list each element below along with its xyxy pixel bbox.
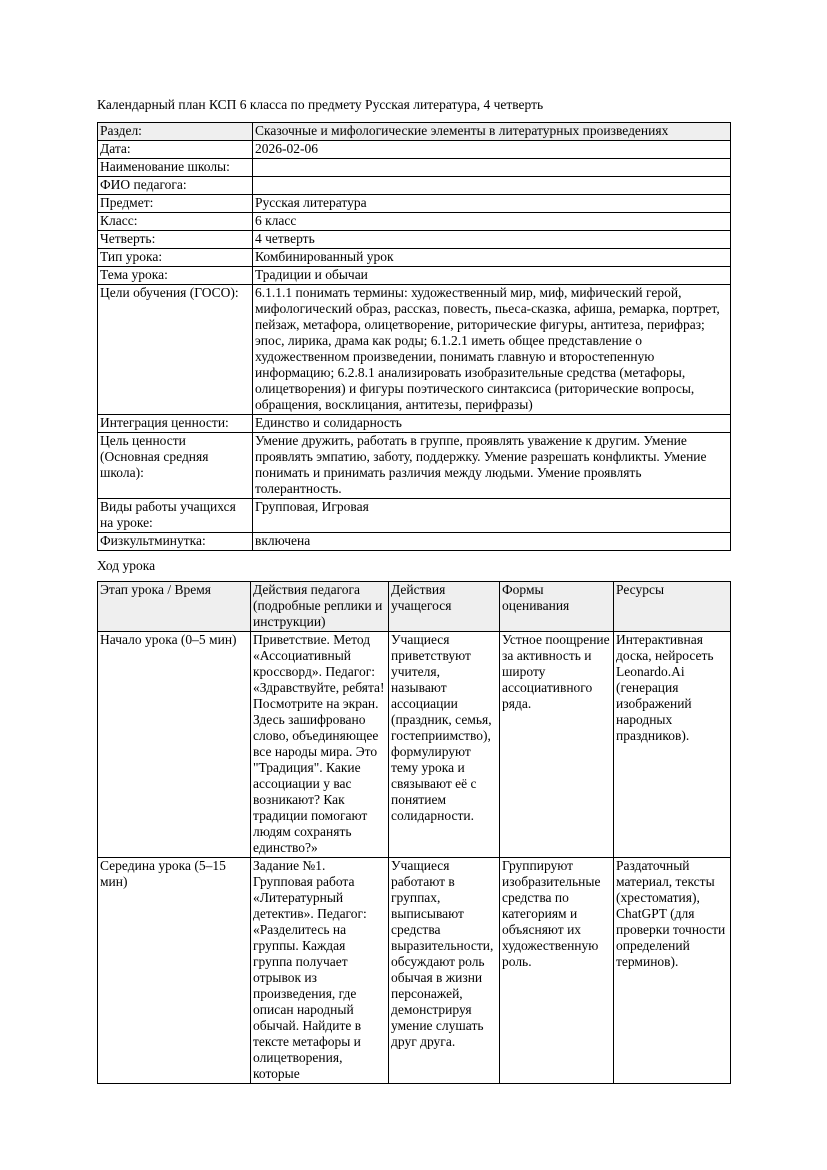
info-label: Тема урока:: [98, 267, 253, 285]
info-label: Класс:: [98, 213, 253, 231]
info-label: Предмет:: [98, 195, 253, 213]
table-row: [98, 159, 731, 177]
assessment-cell: Устное поощрение за активность и широту ассоциативного ряда.: [500, 632, 614, 858]
info-value: Умение дружить, работать в группе, проявлять уважение к другим. Умение проявлять эмпатию, заботу, поддержку. Умение разрешать конфликты. Умение понимать и принимать различия между людьми. Умение проявлять толерантность.: [253, 433, 731, 499]
stage-cell: Начало урока (0–5 мин): [98, 632, 251, 858]
info-value: Комбинированный урок: [253, 249, 731, 267]
table-row: [98, 285, 731, 415]
info-value: 2026-02-06: [253, 141, 731, 159]
info-label: Наименование школы:: [98, 159, 253, 177]
info-label: Цель ценности (Основная средняя школа):: [98, 433, 253, 499]
info-label: Физкультминутка:: [98, 533, 253, 551]
info-label: Дата:: [98, 141, 253, 159]
info-value: Русская литература: [253, 195, 731, 213]
column-header-teacher-actions: Действия педагога (подробные реплики и инструкции): [251, 582, 389, 632]
table-header-row: [98, 582, 731, 632]
resources-cell: Интерактивная доска, нейросеть Leonardo.Ai (генерация изображений народных праздников).: [614, 632, 731, 858]
info-label: Интеграция ценности:: [98, 415, 253, 433]
table-row: [98, 267, 731, 285]
info-value: 4 четверть: [253, 231, 731, 249]
assessment-cell: Группируют изобразительные средства по категориям и объясняют их художественную роль.: [500, 858, 614, 1084]
table-row: [98, 415, 731, 433]
info-label: Раздел:: [98, 123, 253, 141]
info-label: Цели обучения (ГОСО):: [98, 285, 253, 415]
info-label: Тип урока:: [98, 249, 253, 267]
lesson-flow-table: [97, 581, 731, 1084]
table-row: [98, 249, 731, 267]
page-title: Календарный план КСП 6 класса по предмету Русская литература, 4 четверть: [97, 97, 544, 112]
column-header-student-actions: Действия учащегося: [389, 582, 500, 632]
table-row: [98, 213, 731, 231]
info-value: Групповая, Игровая: [253, 499, 731, 533]
table-row: [98, 499, 731, 533]
info-label: Четверть:: [98, 231, 253, 249]
table-row: [98, 123, 731, 141]
student-actions-cell: Учащиеся работают в группах, выписывают средства выразительности, обсуждают роль обычая в жизни персонажей, демонстрируя умение слушать друг друга.: [389, 858, 500, 1084]
lesson-info-table: [97, 122, 731, 551]
student-actions-cell: Учащиеся приветствуют учителя, называют ассоциации (праздник, семья, гостеприимство), формулируют тему урока и связывают её с понятием солидарности.: [389, 632, 500, 858]
table-row: [98, 433, 731, 499]
teacher-actions-cell: Приветствие. Метод «Ассоциативный кроссворд». Педагог: «Здравствуйте, ребята! Посмотрите на экран. Здесь зашифровано слово, объединяющее все народы мира. Это "Традиция". Какие ассоциации у вас возникают? Как традиции помогают людям сохранять единство?»: [251, 632, 389, 858]
info-value: включена: [253, 533, 731, 551]
table-row: [98, 533, 731, 551]
document-content: [97, 96, 731, 1084]
info-value: Традиции и обычаи: [253, 267, 731, 285]
column-header-resources: Ресурсы: [614, 582, 731, 632]
info-value: Единство и солидарность: [253, 415, 731, 433]
table-row: [98, 858, 731, 1084]
stage-cell: Середина урока (5–15 мин): [98, 858, 251, 1084]
info-value: 6.1.1.1 понимать термины: художественный мир, миф, мифический герой, мифологический образ, рассказ, повесть, пьеса-сказка, афиша, ремарка, портрет, пейзаж, метафора, олицетворение, риторические фигуры, антитеза, перифраз; эпос, лирика, драма как роды; 6.1.2.1 иметь общее представление о художественном произведении, понимать главную и второстепенную информацию; 6.2.8.1 анализировать изобразительные средства (метафоры, олицетворения) и фигуры поэтического синтаксиса (риторические вопросы, обращения, восклицания, антитезы, перифразы): [253, 285, 731, 415]
info-value: [253, 159, 731, 177]
table-row: [98, 141, 731, 159]
info-value: [253, 177, 731, 195]
resources-cell: Раздаточный материал, тексты (хрестоматия), ChatGPT (для проверки точности определений терминов).: [614, 858, 731, 1084]
table-row: [98, 632, 731, 858]
table-row: [98, 177, 731, 195]
teacher-actions-cell: Задание №1. Групповая работа «Литературный детектив». Педагог: «Разделитесь на группы. Каждая группа получает отрывок из произведения, где описан народный обычай. Найдите в тексте метафоры и олицетворения, которые: [251, 858, 389, 1084]
info-label: ФИО педагога:: [98, 177, 253, 195]
lesson-flow-heading: Ход урока: [97, 558, 156, 573]
info-value: 6 класс: [253, 213, 731, 231]
column-header-stage: Этап урока / Время: [98, 582, 251, 632]
table-row: [98, 195, 731, 213]
info-label: Виды работы учащихся на уроке:: [98, 499, 253, 533]
column-header-assessment: Формы оценивания: [500, 582, 614, 632]
table-row: [98, 231, 731, 249]
info-value: Сказочные и мифологические элементы в литературных произведениях: [253, 123, 731, 141]
